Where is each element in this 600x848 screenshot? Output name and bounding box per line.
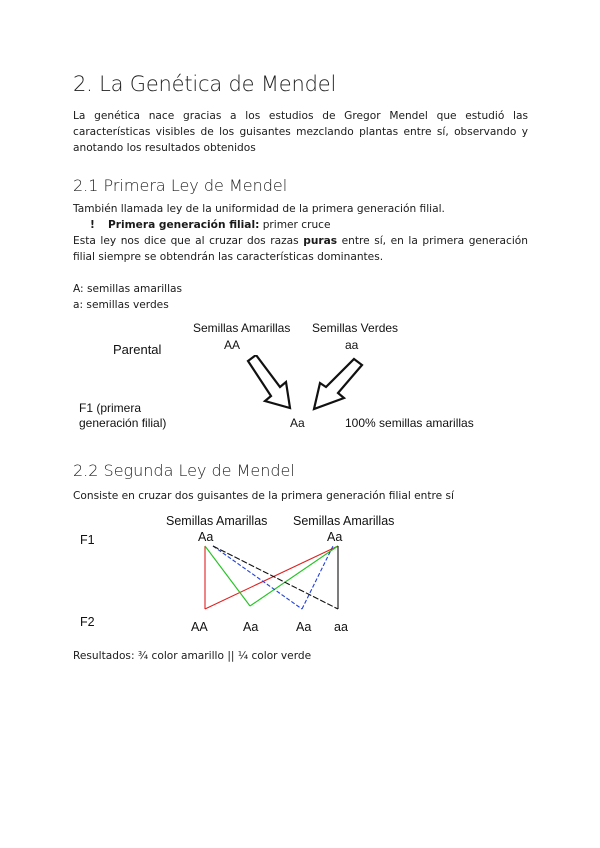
cross-line-blue-1	[213, 546, 302, 609]
first-law-intro: También llamada ley de la uniformidad de la primera generación filial.	[73, 203, 445, 215]
results-text: Resultados: ¾ color amarillo || ¼ color verde	[73, 650, 312, 662]
allele-dominant: A: semillas amarillas	[73, 283, 183, 295]
first-law-heading: 2.1 Primera Ley de Mendel	[73, 176, 288, 195]
page-title: 2. La Genética de Mendel	[73, 72, 337, 96]
f2-offspring-2: Aa	[243, 620, 259, 634]
parent2-label: Semillas Verdes	[312, 321, 399, 335]
second-law-intro: Consiste en cruzar dos guisantes de la primera generación filial entre sí	[73, 490, 454, 502]
allele-recessive: a: semillas verdes	[73, 299, 169, 311]
f2-offspring-4: aa	[334, 620, 348, 634]
second-law-heading: 2.2 Segunda Ley de Mendel	[73, 461, 295, 480]
f1-result: 100% semillas amarillas	[345, 416, 474, 430]
parent1-label: Semillas Amarillas	[193, 321, 291, 335]
first-law-paragraph	[73, 233, 528, 265]
f2-offspring-3: Aa	[296, 620, 312, 634]
cross-line-green-1	[205, 546, 250, 606]
parent2-genotype: aa	[345, 338, 359, 352]
arrow-left-icon	[248, 355, 290, 408]
row-label-f1: F1	[80, 533, 95, 547]
para-text-start: Esta ley nos dice que al cruzar dos razas	[73, 235, 304, 247]
row-label-parental: Parental	[113, 342, 162, 357]
f1-parent2-label: Semillas Amarillas	[293, 514, 395, 528]
para-text-end: entre sí, en la primera generación filial siempre se obtendrán las características dominantes.	[73, 235, 528, 263]
arrow-right-icon	[314, 359, 362, 409]
bullet-item	[90, 217, 530, 233]
bullet-term: Primera generación filial:	[108, 219, 260, 231]
f1-parent1-label: Semillas Amarillas	[166, 514, 268, 528]
row-label-f1-line2: generación filial)	[79, 416, 167, 430]
para-bold-word: puras	[303, 235, 338, 247]
row-label-f1-line1: F1 (primera	[79, 401, 142, 415]
cross-lines-graphic	[195, 543, 355, 613]
bullet-mark: !	[90, 219, 95, 231]
cross-line-green-2	[250, 546, 338, 606]
f1-parent1-genotype: Aa	[198, 530, 214, 544]
row-label-f2: F2	[80, 615, 95, 629]
f1-parent2-genotype: Aa	[327, 530, 343, 544]
bullet-text: primer cruce	[259, 219, 331, 231]
f2-offspring-1: AA	[191, 620, 208, 634]
f1-offspring-genotype: Aa	[290, 416, 305, 430]
intro-paragraph: La genética nace gracias a los estudios de Gregor Mendel que estudió las características visibles de los guisantes mezclando plantas entre sí, observando y anotando los resultados obtenidos	[73, 110, 528, 154]
arrows-graphic	[240, 355, 370, 415]
parent1-genotype: AA	[224, 338, 241, 352]
